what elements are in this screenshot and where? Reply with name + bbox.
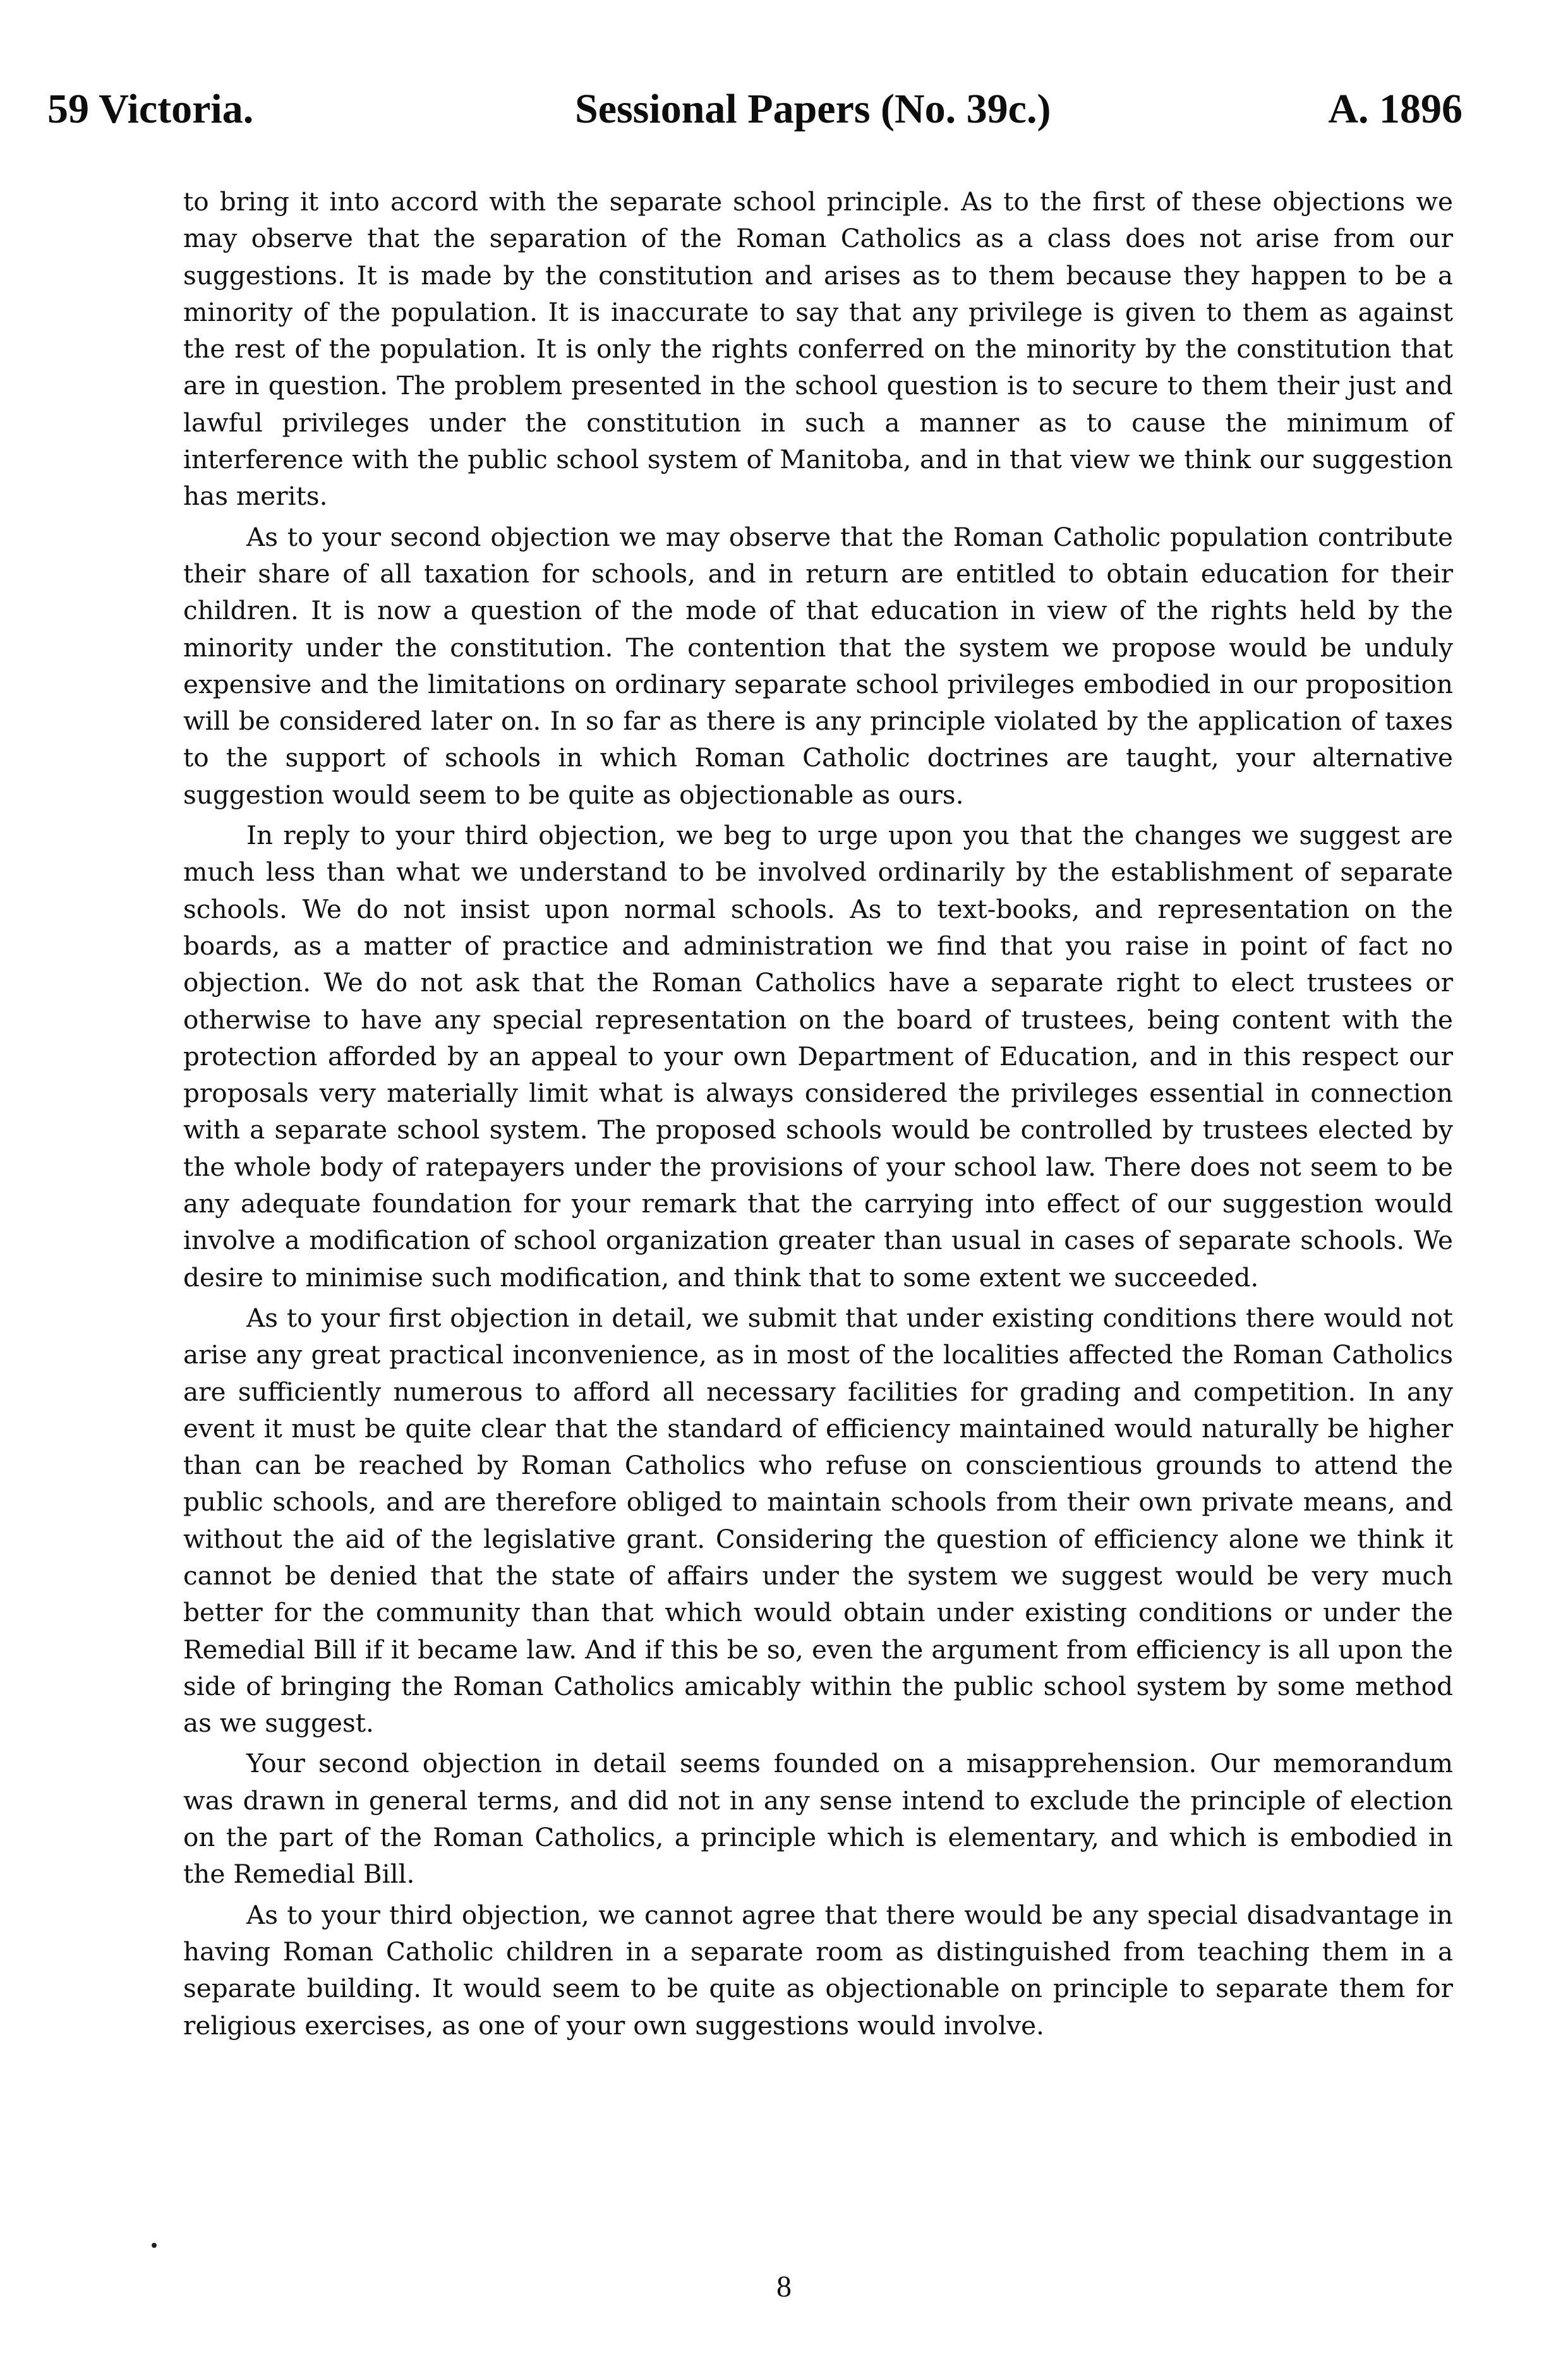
page-number: 8 [776,2270,792,2303]
header-center: Sessional Papers (No. 39c.) [575,86,1051,132]
paragraph: As to your first objection in detail, we submit that under existing conditions there would not arise any great practical inconvenience, as in most of the localities affected the Roman Catholics are sufficiently numerous to afford all necessary facilities for grading and competition. In any event it must be quite clear that the standard of efficiency maintained would naturally be higher than can be reached by Roman Catholics who refuse on conscientious grounds to attend the public schools, and are therefore obliged to maintain schools from their own private means, and without the aid of the legislative grant. Considering the question of efficiency alone we think it cannot be denied that the state of affairs under the system we suggest would be very much better for the community than that which would obtain under existing conditions or under the Remedial Bill if it became law. And if this be so, even the argument from efficiency is all upon the side of bringing the Roman Catholics amicably within the public school system by some method as we suggest. [183,1302,1453,1739]
body-text [183,183,1453,2048]
paragraph: As to your third objection, we cannot agree that there would be any special disadvantage in having Roman Catholic children in a separate room as distinguished from teaching them in a separate building. It would seem to be quite as objectionable on principle to separate them for religious exercises, as one of your own suggestions would involve. [183,1899,1453,2041]
margin-mark [152,2243,157,2248]
running-header [47,75,1462,144]
paragraph: Your second objection in detail seems founded on a misapprehension. Our memorandum was drawn in general terms, and did not in any sense intend to exclude the principle of election on the part of the Roman Catholics, a principle which is elementary, and which is embodied in the Remedial Bill. [183,1748,1453,1890]
paragraph: In reply to your third objection, we beg to urge upon you that the changes we suggest are much less than what we understand to be involved ordinarily by the establishment of separate schools. We do not insist upon normal schools. As to text-books, and representation on the boards, as a matter of practice and administration we find that you raise in point of fact no objection. We do not ask that the Roman Catholics have a separate right to elect trustees or otherwise to have any special representation on the board of trustees, being content with the protection afforded by an appeal to your own Department of Education, and in this respect our proposals very materially limit what is always considered the privileges essential in connection with a separate school system. The proposed schools would be controlled by trustees elected by the whole body of ratepayers under the provisions of your school law. There does not seem to be any adequate foundation for your remark that the carrying into effect of our suggestion would involve a modification of school organization greater than usual in cases of separate schools. We desire to minimise such modification, and think that to some extent we succeeded. [183,820,1453,1293]
paragraph: to bring it into accord with the separate school principle. As to the first of these objections we may observe that the separation of the Roman Catholics as a class does not arise from our suggestions. It is made by the constitution and arises as to them because they happen to be a minority of the population. It is inaccurate to say that any privilege is given to them as against the rest of the population. It is only the rights conferred on the minority by the constitution that are in question. The problem presented in the school question is to secure to them their just and lawful privileges under the constitution in such a manner as to cause the minimum of interference with the public school system of Manitoba, and in that view we think our suggestion has merits. [183,186,1453,512]
header-right: A. 1896 [1328,86,1462,132]
paragraph: As to your second objection we may observe that the Roman Catholic population contribute their share of all taxation for schools, and in return are entitled to obtain education for their children. It is now a question of the mode of that education in view of the rights held by the minority under the constitution. The contention that the system we propose would be unduly expensive and the limitations on ordinary separate school privileges embodied in our proposition will be considered later on. In so far as there is any principle violated by the application of taxes to the support of schools in which Roman Catholic doctrines are taught, your alternative suggestion would seem to be quite as objectionable as ours. [183,521,1453,810]
header-left: 59 Victoria. [47,86,254,132]
